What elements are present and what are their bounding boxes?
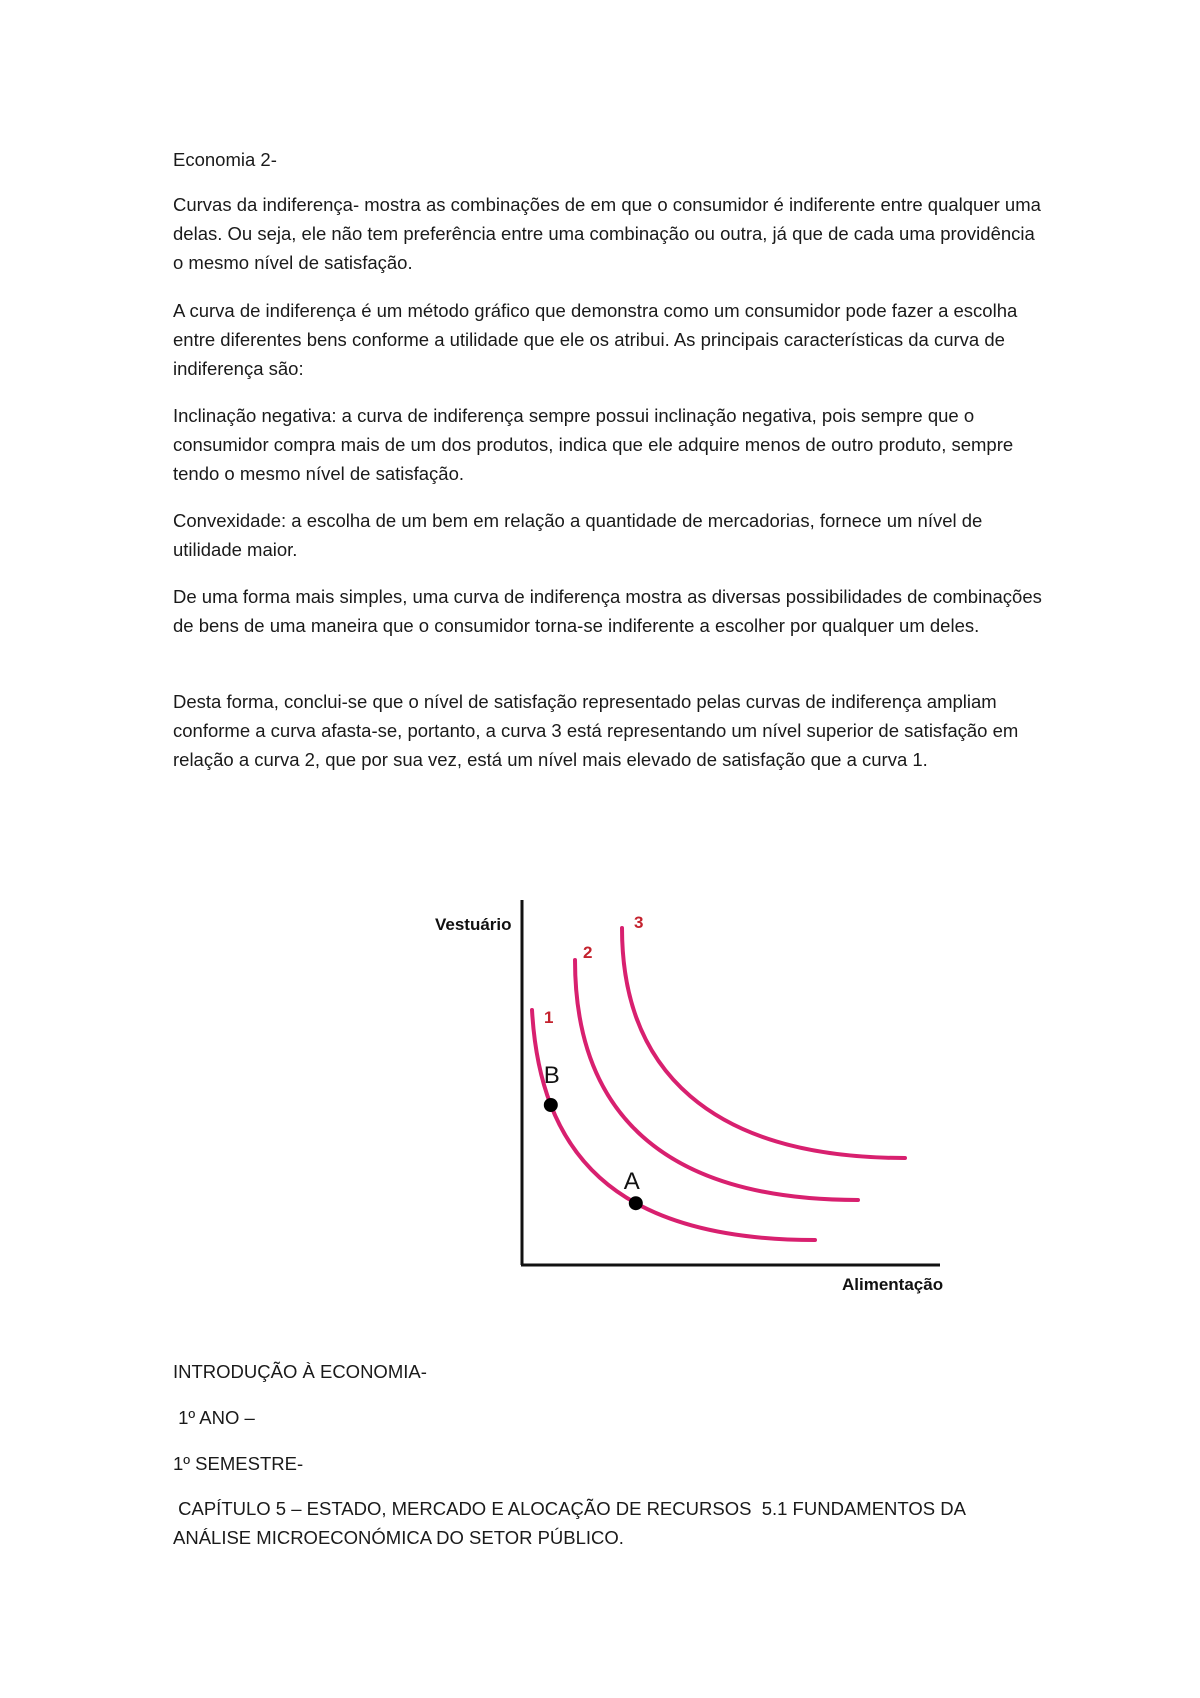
paragraph-text: Inclinação negativa: a curva de indiferença sempre possui inclinação negativa, pois sempre que o consumidor compra mais de um dos produtos, indica que ele adquire menos de outro produto, sempre tendo o mesmo nível de satisfação. <box>173 405 1019 484</box>
paragraph-convexity <box>173 506 1043 564</box>
point-b-marker <box>544 1098 558 1112</box>
curves-group <box>532 913 905 1240</box>
indifference-curve-3 <box>622 928 905 1158</box>
paragraph-definition <box>173 190 1047 277</box>
x-axis-label: Alimentação <box>842 1275 944 1294</box>
footer-text: CAPÍTULO 5 – ESTADO, MERCADO E ALOCAÇÃO DE RECURSOS 5.1 FUNDAMENTOS DA ANÁLISE MICROECONÓMICA DO SETOR PÚBLICO. <box>173 1498 970 1548</box>
y-axis-label: Vestuário <box>435 915 512 934</box>
paragraph-summary <box>173 582 1047 640</box>
paragraph-text: Convexidade: a escolha de um bem em relação a quantidade de mercadorias, fornece um nível de utilidade maior. <box>173 510 988 560</box>
heading-text: Economia 2- <box>173 149 277 170</box>
chart-svg <box>420 900 960 1300</box>
footer-text: INTRODUÇÃO À ECONOMIA- <box>173 1361 427 1382</box>
indifference-curves-chart <box>420 900 960 1300</box>
course-title <box>173 1357 1043 1386</box>
curve-label-1: 1 <box>544 1008 554 1027</box>
point-a-marker <box>629 1196 643 1210</box>
footer-text: 1º SEMESTRE- <box>173 1453 304 1474</box>
point-b-label: B <box>543 1062 560 1089</box>
paragraph-text: Curvas da indiferença- mostra as combinações de em que o consumidor é indiferente entre qualquer uma delas. Ou seja, ele não tem preferência entre uma combinação ou outra, já que de cada uma providência o mesmo nível de satisfação. <box>173 194 1047 273</box>
course-year <box>173 1403 1043 1432</box>
curve-label-2: 2 <box>583 943 593 962</box>
paragraph-method <box>173 296 1043 383</box>
paragraph-negative-slope <box>173 401 1043 488</box>
points-group <box>544 1062 643 1210</box>
document-heading <box>173 145 1043 174</box>
curve-label-3: 3 <box>634 913 644 932</box>
chapter-title <box>173 1494 1043 1552</box>
footer-text: 1º ANO – <box>173 1407 255 1428</box>
indifference-curve-2 <box>575 960 858 1200</box>
paragraph-conclusion <box>173 687 1043 774</box>
paragraph-text: A curva de indiferença é um método gráfico que demonstra como um consumidor pode fazer a escolha entre diferentes bens conforme a utilidade que ele os atribui. As principais características da curva de indiferença são: <box>173 300 1023 379</box>
paragraph-text: Desta forma, conclui-se que o nível de satisfação representado pelas curvas de indiferença ampliam conforme a curva afasta-se, portanto, a curva 3 está representando um nível superior de satisfação em relação a curva 2, que por sua vez, está um nível mais elevado de satisfação que a curva 1. <box>173 691 1024 770</box>
paragraph-text: De uma forma mais simples, uma curva de indiferença mostra as diversas possibilidades de combinações de bens de uma maneira que o consumidor torna-se indiferente a escolher por qualquer um deles. <box>173 586 1047 636</box>
indifference-curve-1 <box>532 1010 815 1240</box>
point-a-label: A <box>623 1168 640 1196</box>
course-semester <box>173 1449 1043 1478</box>
